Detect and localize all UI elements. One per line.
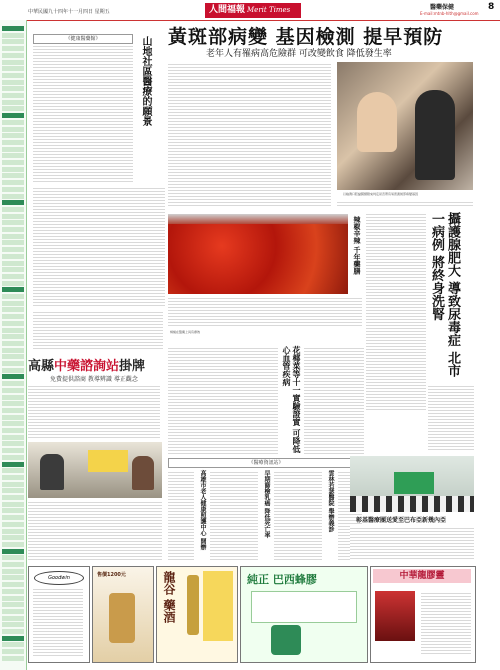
- ad-label: 龍谷 藥酒: [162, 571, 176, 624]
- index-entry: [2, 475, 24, 480]
- index-entry: [2, 214, 24, 219]
- ad-label: Goodwin: [34, 571, 84, 585]
- index-entry: [2, 508, 24, 513]
- section-email: E-mail:mtnb-hlth@gmail.com: [420, 11, 479, 16]
- index-entry: [2, 462, 24, 467]
- kaohsiung-headline: 高縣中藥諮詢站掛牌: [28, 359, 146, 374]
- wine-bottle: [187, 575, 199, 635]
- index-entry: [2, 160, 24, 165]
- index-entry: [2, 341, 24, 346]
- index-entry: [2, 609, 24, 614]
- index-entry: [2, 60, 24, 65]
- index-entry: [2, 582, 24, 587]
- main-headline: 黃斑部病變 基因檢測 提早預防: [168, 26, 444, 48]
- brief-item: 雲林若瑟醫院 舉辦義診: [327, 470, 334, 533]
- index-entry: [2, 73, 24, 78]
- kaohsiung-text-more: [28, 500, 162, 560]
- ad-propolis: [240, 566, 368, 663]
- peppers-photo: [168, 214, 348, 294]
- people-row: [350, 496, 474, 512]
- ad-pharmacy: [28, 566, 90, 663]
- index-entry: [2, 106, 24, 111]
- ad-label: 純正 巴西蜂膠: [247, 573, 317, 586]
- index-entry: [2, 314, 24, 319]
- left-column-text: [33, 310, 163, 350]
- issue-date: 中華民國九十四年十一月四日 星期五: [28, 9, 110, 15]
- green-banner: [394, 472, 434, 494]
- person-figure: [40, 454, 64, 490]
- index-entry: [2, 274, 24, 279]
- ad-text: [421, 591, 471, 655]
- index-entry: [2, 374, 24, 379]
- index-entry: [2, 328, 24, 333]
- index-entry: [2, 261, 24, 266]
- index-entry: [2, 348, 24, 353]
- index-entry: [2, 207, 24, 212]
- ad-dragon-gel: [370, 566, 476, 663]
- index-entry: [2, 649, 24, 654]
- index-entry: [2, 281, 24, 286]
- main-subhead: 老年人有罹病高危險群 可改變飲食 降低發生率: [206, 49, 392, 59]
- index-sidebar: [0, 20, 27, 670]
- right-story-tail: [428, 384, 474, 452]
- index-entry: [2, 522, 24, 527]
- index-entry: [2, 529, 24, 534]
- index-entry: [2, 234, 24, 239]
- brief-item: 高雄市老人健康照護中心 開辦: [199, 470, 206, 551]
- sign-board: [88, 450, 128, 472]
- main-photo-caption: 以檢測口腔黏膜細胞來判定是否帶有易患黃斑部病變基因: [343, 192, 419, 196]
- index-entry: [2, 147, 24, 152]
- product-bottle: [271, 625, 301, 655]
- right-story-vertical-title: 攝護腺肥大 導致尿毒症 北市一病例 將終身洗腎: [429, 212, 460, 378]
- index-entry: [2, 468, 24, 473]
- index-entry: [2, 120, 24, 125]
- index-entry: [2, 113, 24, 118]
- index-entry: [2, 428, 24, 433]
- right-story-text: [366, 212, 426, 412]
- brief-section-title: 《醫療資訊站》: [168, 458, 364, 468]
- index-entry: [2, 100, 24, 105]
- index-entry: [2, 636, 24, 641]
- index-entry: [2, 153, 24, 158]
- index-entry: [2, 408, 24, 413]
- index-entry: [2, 167, 24, 172]
- index-entry: [2, 187, 24, 192]
- peppers-photo-sky: [168, 214, 348, 224]
- column-box-continued-text: [33, 186, 165, 306]
- column-box-vertical-title: 山地社區醫療的願景: [140, 36, 151, 126]
- peppers-caption: 辣椒在醫藥上具有療效: [170, 330, 201, 334]
- index-entry: [2, 482, 24, 487]
- index-entry: [2, 33, 24, 38]
- ad-label: 售價1200元: [97, 572, 126, 578]
- index-entry: [2, 86, 24, 91]
- index-entry: [2, 287, 24, 292]
- team-photo: [350, 456, 474, 512]
- index-entry: [2, 515, 24, 520]
- brief-text: [168, 470, 194, 560]
- person-figure: [132, 456, 154, 490]
- team-story-text: [350, 526, 474, 560]
- index-entry: [2, 227, 24, 232]
- index-entry: [2, 535, 24, 540]
- brief-text: [210, 470, 258, 560]
- index-entry: [2, 321, 24, 326]
- index-entry: [2, 66, 24, 71]
- index-entry: [2, 53, 24, 58]
- index-entry: [2, 488, 24, 493]
- index-entry: [2, 133, 24, 138]
- index-entry: [2, 642, 24, 647]
- index-entry: [2, 495, 24, 500]
- doctor-figure: [415, 90, 455, 180]
- team-photo-caption: 彰基醫療團送愛至巴布亞新幾內亞: [356, 517, 447, 524]
- index-entry: [2, 307, 24, 312]
- index-entry: [2, 368, 24, 373]
- index-entry: [2, 441, 24, 446]
- index-entry: [2, 93, 24, 98]
- index-entry: [2, 569, 24, 574]
- vitamin-vertical-title: 花椰菜等十一實驗證實 可降低心血管疾病: [282, 346, 302, 453]
- vitamin-story-text: [304, 346, 364, 454]
- index-entry: [2, 622, 24, 627]
- brief-item: 早期篩檢乳癌 降低死亡率: [263, 470, 270, 539]
- index-entry: [2, 381, 24, 386]
- index-entry: [2, 602, 24, 607]
- index-entry: [2, 127, 24, 132]
- index-entry: [2, 448, 24, 453]
- index-entry: [2, 361, 24, 366]
- index-entry: [2, 220, 24, 225]
- index-entry: [2, 180, 24, 185]
- product-box: [375, 591, 415, 641]
- index-entry: [2, 26, 24, 31]
- index-entry: [2, 502, 24, 507]
- newspaper-masthead: 人間福報 Merit Times: [205, 3, 301, 18]
- index-entry: [2, 240, 24, 245]
- index-entry: [2, 46, 24, 51]
- ad-text: [33, 587, 83, 657]
- index-entry: [2, 39, 24, 44]
- index-entry: [2, 140, 24, 145]
- column-box-text: [33, 44, 133, 184]
- index-entry: [2, 401, 24, 406]
- page-number: 8: [488, 2, 495, 12]
- index-entry: [2, 616, 24, 621]
- ad-offer-box: [203, 571, 233, 641]
- ad-feature-box: [251, 591, 357, 623]
- main-photo: [337, 62, 473, 190]
- peppers-story-text: [168, 296, 362, 328]
- index-entry: [2, 455, 24, 460]
- ad-label: 中華龍膠靈: [373, 569, 471, 583]
- index-entry: [2, 395, 24, 400]
- patient-figure: [357, 92, 397, 152]
- index-entry: [2, 415, 24, 420]
- peppers-story-more: [168, 346, 278, 454]
- main-story-text: [168, 62, 331, 207]
- column-box-title: 《健康醫藥館》: [33, 34, 133, 44]
- index-entry: [2, 435, 24, 440]
- index-entry: [2, 334, 24, 339]
- main-story-tail: [337, 200, 473, 208]
- index-entry: [2, 589, 24, 594]
- index-entry: [2, 562, 24, 567]
- index-entry: [2, 194, 24, 199]
- index-entry: [2, 555, 24, 560]
- index-entry: [2, 267, 24, 272]
- index-entry: [2, 301, 24, 306]
- kaohsiung-subhead: 免費提供諮商 教導辨識 導正觀念: [50, 376, 138, 383]
- index-entry: [2, 421, 24, 426]
- index-entry: [2, 549, 24, 554]
- index-entry: [2, 575, 24, 580]
- index-entry: [2, 200, 24, 205]
- section-name: 醫藥保健: [430, 4, 455, 11]
- index-entry: [2, 354, 24, 359]
- ad-medicine: [92, 566, 154, 663]
- index-entry: [2, 596, 24, 601]
- index-entry: [2, 80, 24, 85]
- index-entry: [2, 247, 24, 252]
- brief-text: [274, 470, 322, 560]
- index-entry: [2, 388, 24, 393]
- product-box: [109, 593, 135, 643]
- ad-herbal-wine: [156, 566, 238, 663]
- index-entry: [2, 254, 24, 259]
- index-entry: [2, 294, 24, 299]
- index-entry: [2, 629, 24, 634]
- kaohsiung-photo: [28, 442, 162, 498]
- index-entry: [2, 542, 24, 547]
- peppers-vertical-title: 辣椒辛辣 千年藥膳: [353, 216, 362, 275]
- kaohsiung-text: [28, 384, 160, 440]
- index-entry: [2, 656, 24, 661]
- index-entry: [2, 173, 24, 178]
